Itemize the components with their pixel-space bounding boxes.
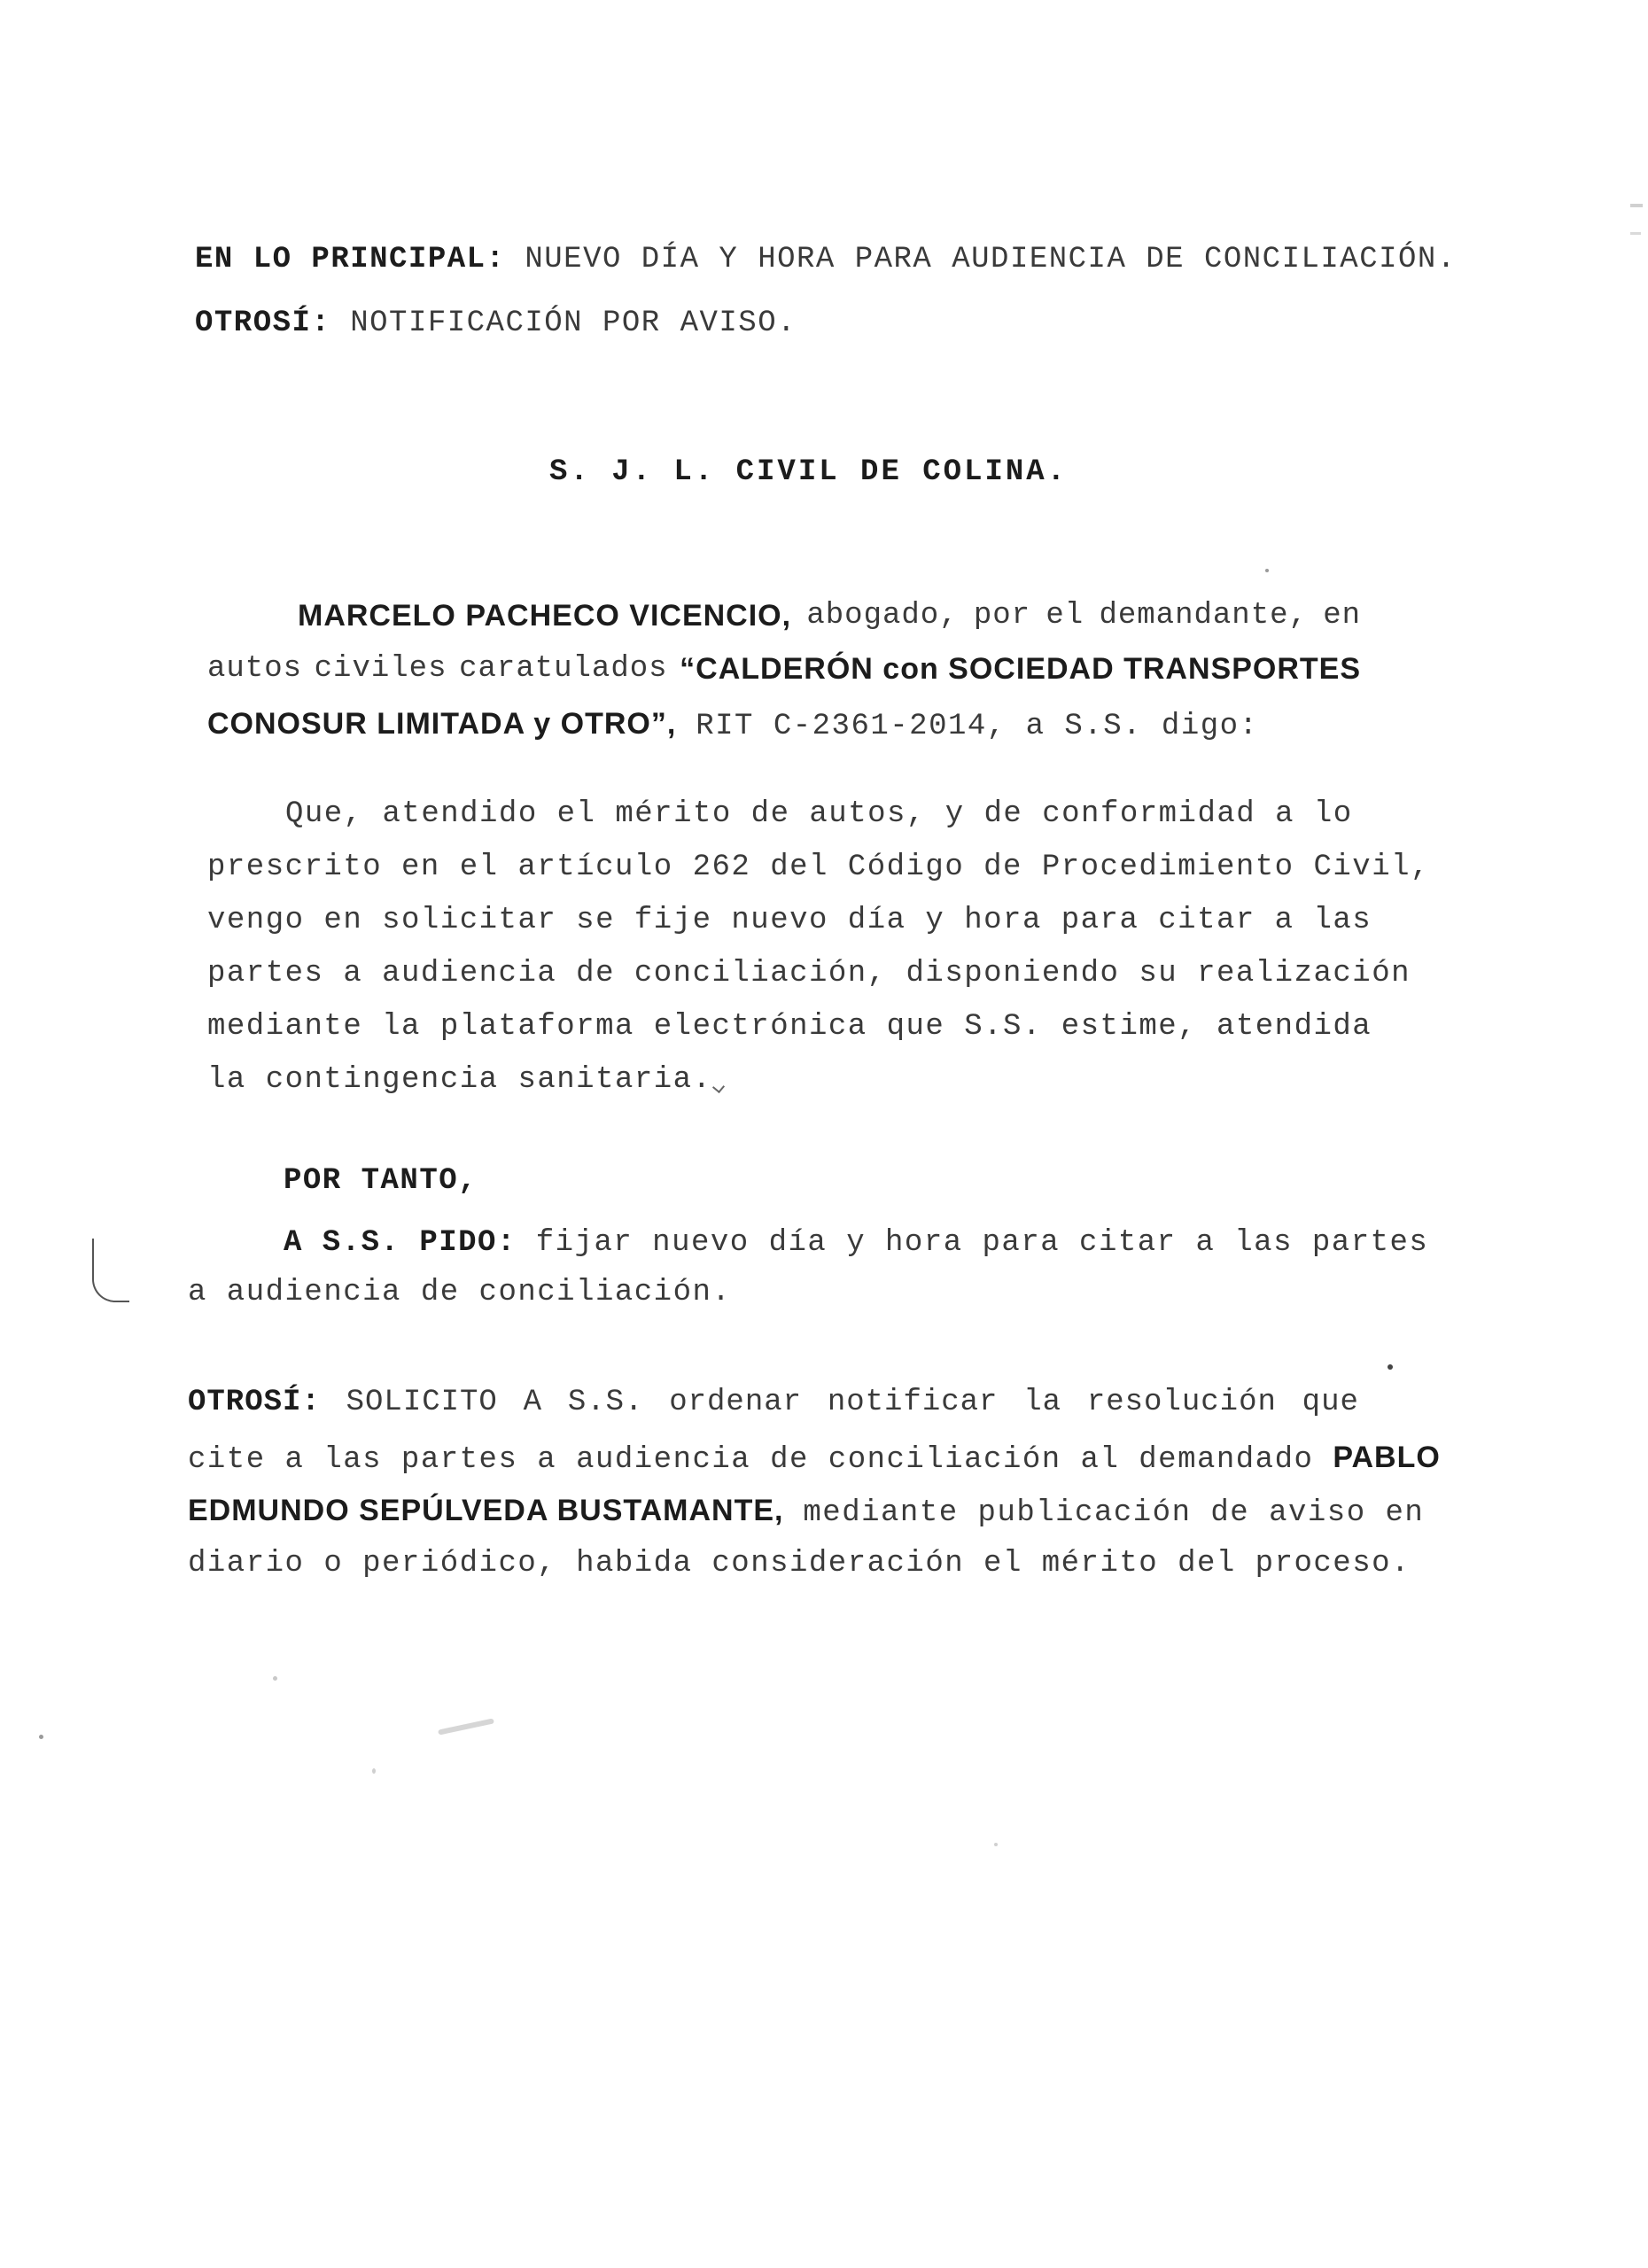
pido-line-1 [284, 1228, 1428, 1258]
intro-word: caratulados [459, 652, 668, 686]
intro-word: por [973, 599, 1031, 633]
body-line-6: la contingencia sanitaria. [207, 1063, 712, 1097]
scan-speck [1265, 569, 1269, 572]
otrosi-word: SOLICITO [346, 1386, 498, 1419]
intro-word: el [1046, 599, 1084, 633]
scan-speck [273, 1676, 277, 1681]
defendant-surname: EDMUNDO SEPÚLVEDA BUSTAMANTE, [188, 1494, 784, 1527]
otrosi-line-2-text: cite a las partes a audiencia de conciliación al demandado [188, 1443, 1314, 1477]
scan-edge-mark [1630, 232, 1641, 235]
otrosi-word: resolución [1086, 1386, 1277, 1419]
body-line-2: prescrito en el artículo 262 del Código de Procedimiento Civil, [207, 850, 1430, 884]
otrosi-word: la [1023, 1386, 1062, 1419]
heading-principal [195, 245, 1457, 275]
pido-line-2: a audiencia de conciliación. [188, 1276, 732, 1309]
body-line-4: partes a audiencia de conciliación, disponiendo su realización [207, 957, 1411, 990]
body-line-1: Que, atendido el mérito de autos, y de conformidad a lo [285, 797, 1353, 831]
case-rit: RIT C-2361-2014, a S.S. digo: [696, 710, 1259, 743]
tick-mark [712, 1081, 725, 1093]
otrosi-text: NOTIFICACIÓN POR AVISO. [350, 307, 797, 340]
intro-line-2 [207, 654, 1361, 684]
scan-speck [994, 1843, 998, 1846]
margin-bracket-mark [92, 1239, 129, 1302]
otrosi-body-label: OTROSÍ: [188, 1386, 321, 1419]
case-name-part-2: CONOSUR LIMITADA y OTRO”, [207, 707, 677, 741]
scan-speck [1388, 1364, 1393, 1370]
otrosi-line-2 [188, 1442, 1441, 1475]
case-name-part-1: “CALDERÓN con SOCIEDAD TRANSPORTES [680, 652, 1361, 686]
otrosi-word: A [523, 1386, 543, 1419]
principal-label: EN LO PRINCIPAL: [195, 243, 506, 276]
otrosi-word: ordenar [669, 1386, 803, 1419]
intro-word: demandante, [1099, 599, 1308, 633]
court-title: S. J. L. CIVIL DE COLINA. [549, 455, 1069, 489]
intro-word: en [1323, 599, 1361, 633]
otrosi-line-1 [188, 1387, 1359, 1418]
por-tanto: POR TANTO, [284, 1164, 478, 1198]
pido-label: A S.S. PIDO: [284, 1226, 517, 1260]
scan-smudge [438, 1718, 494, 1735]
body-line-3: vengo en solicitar se fije nuevo día y hora para citar a las [207, 904, 1372, 937]
principal-text: NUEVO DÍA Y HORA PARA AUDIENCIA DE CONCILIACIÓN. [525, 243, 1457, 276]
scan-speck [372, 1768, 376, 1774]
otrosi-label: OTROSÍ: [195, 307, 331, 340]
otrosi-line-3-text: mediante publicación de aviso en [803, 1496, 1425, 1530]
body-line-5: mediante la plataforma electrónica que S.S. estime, atendida [207, 1010, 1372, 1044]
intro-line-1 [298, 601, 1361, 631]
intro-word: civiles [314, 652, 447, 686]
defendant-first-name: PABLO [1333, 1441, 1441, 1474]
otrosi-word: S.S. [567, 1386, 644, 1419]
otrosi-line-3 [188, 1495, 1424, 1528]
otrosi-line-4: diario o periódico, habida consideración el mérito del proceso. [188, 1547, 1411, 1581]
scan-speck [39, 1735, 43, 1739]
intro-word: autos [207, 652, 303, 686]
otrosi-word: notificar [827, 1386, 999, 1419]
lawyer-name: MARCELO PACHECO VICENCIO, [298, 599, 792, 633]
intro-line-3 [207, 709, 1258, 742]
pido-text: fijar nuevo día y hora para citar a las partes [535, 1226, 1429, 1260]
scan-edge-mark [1630, 204, 1643, 207]
intro-word: abogado, [806, 599, 959, 633]
otrosi-word: que [1302, 1386, 1359, 1419]
heading-otrosi [195, 308, 797, 338]
